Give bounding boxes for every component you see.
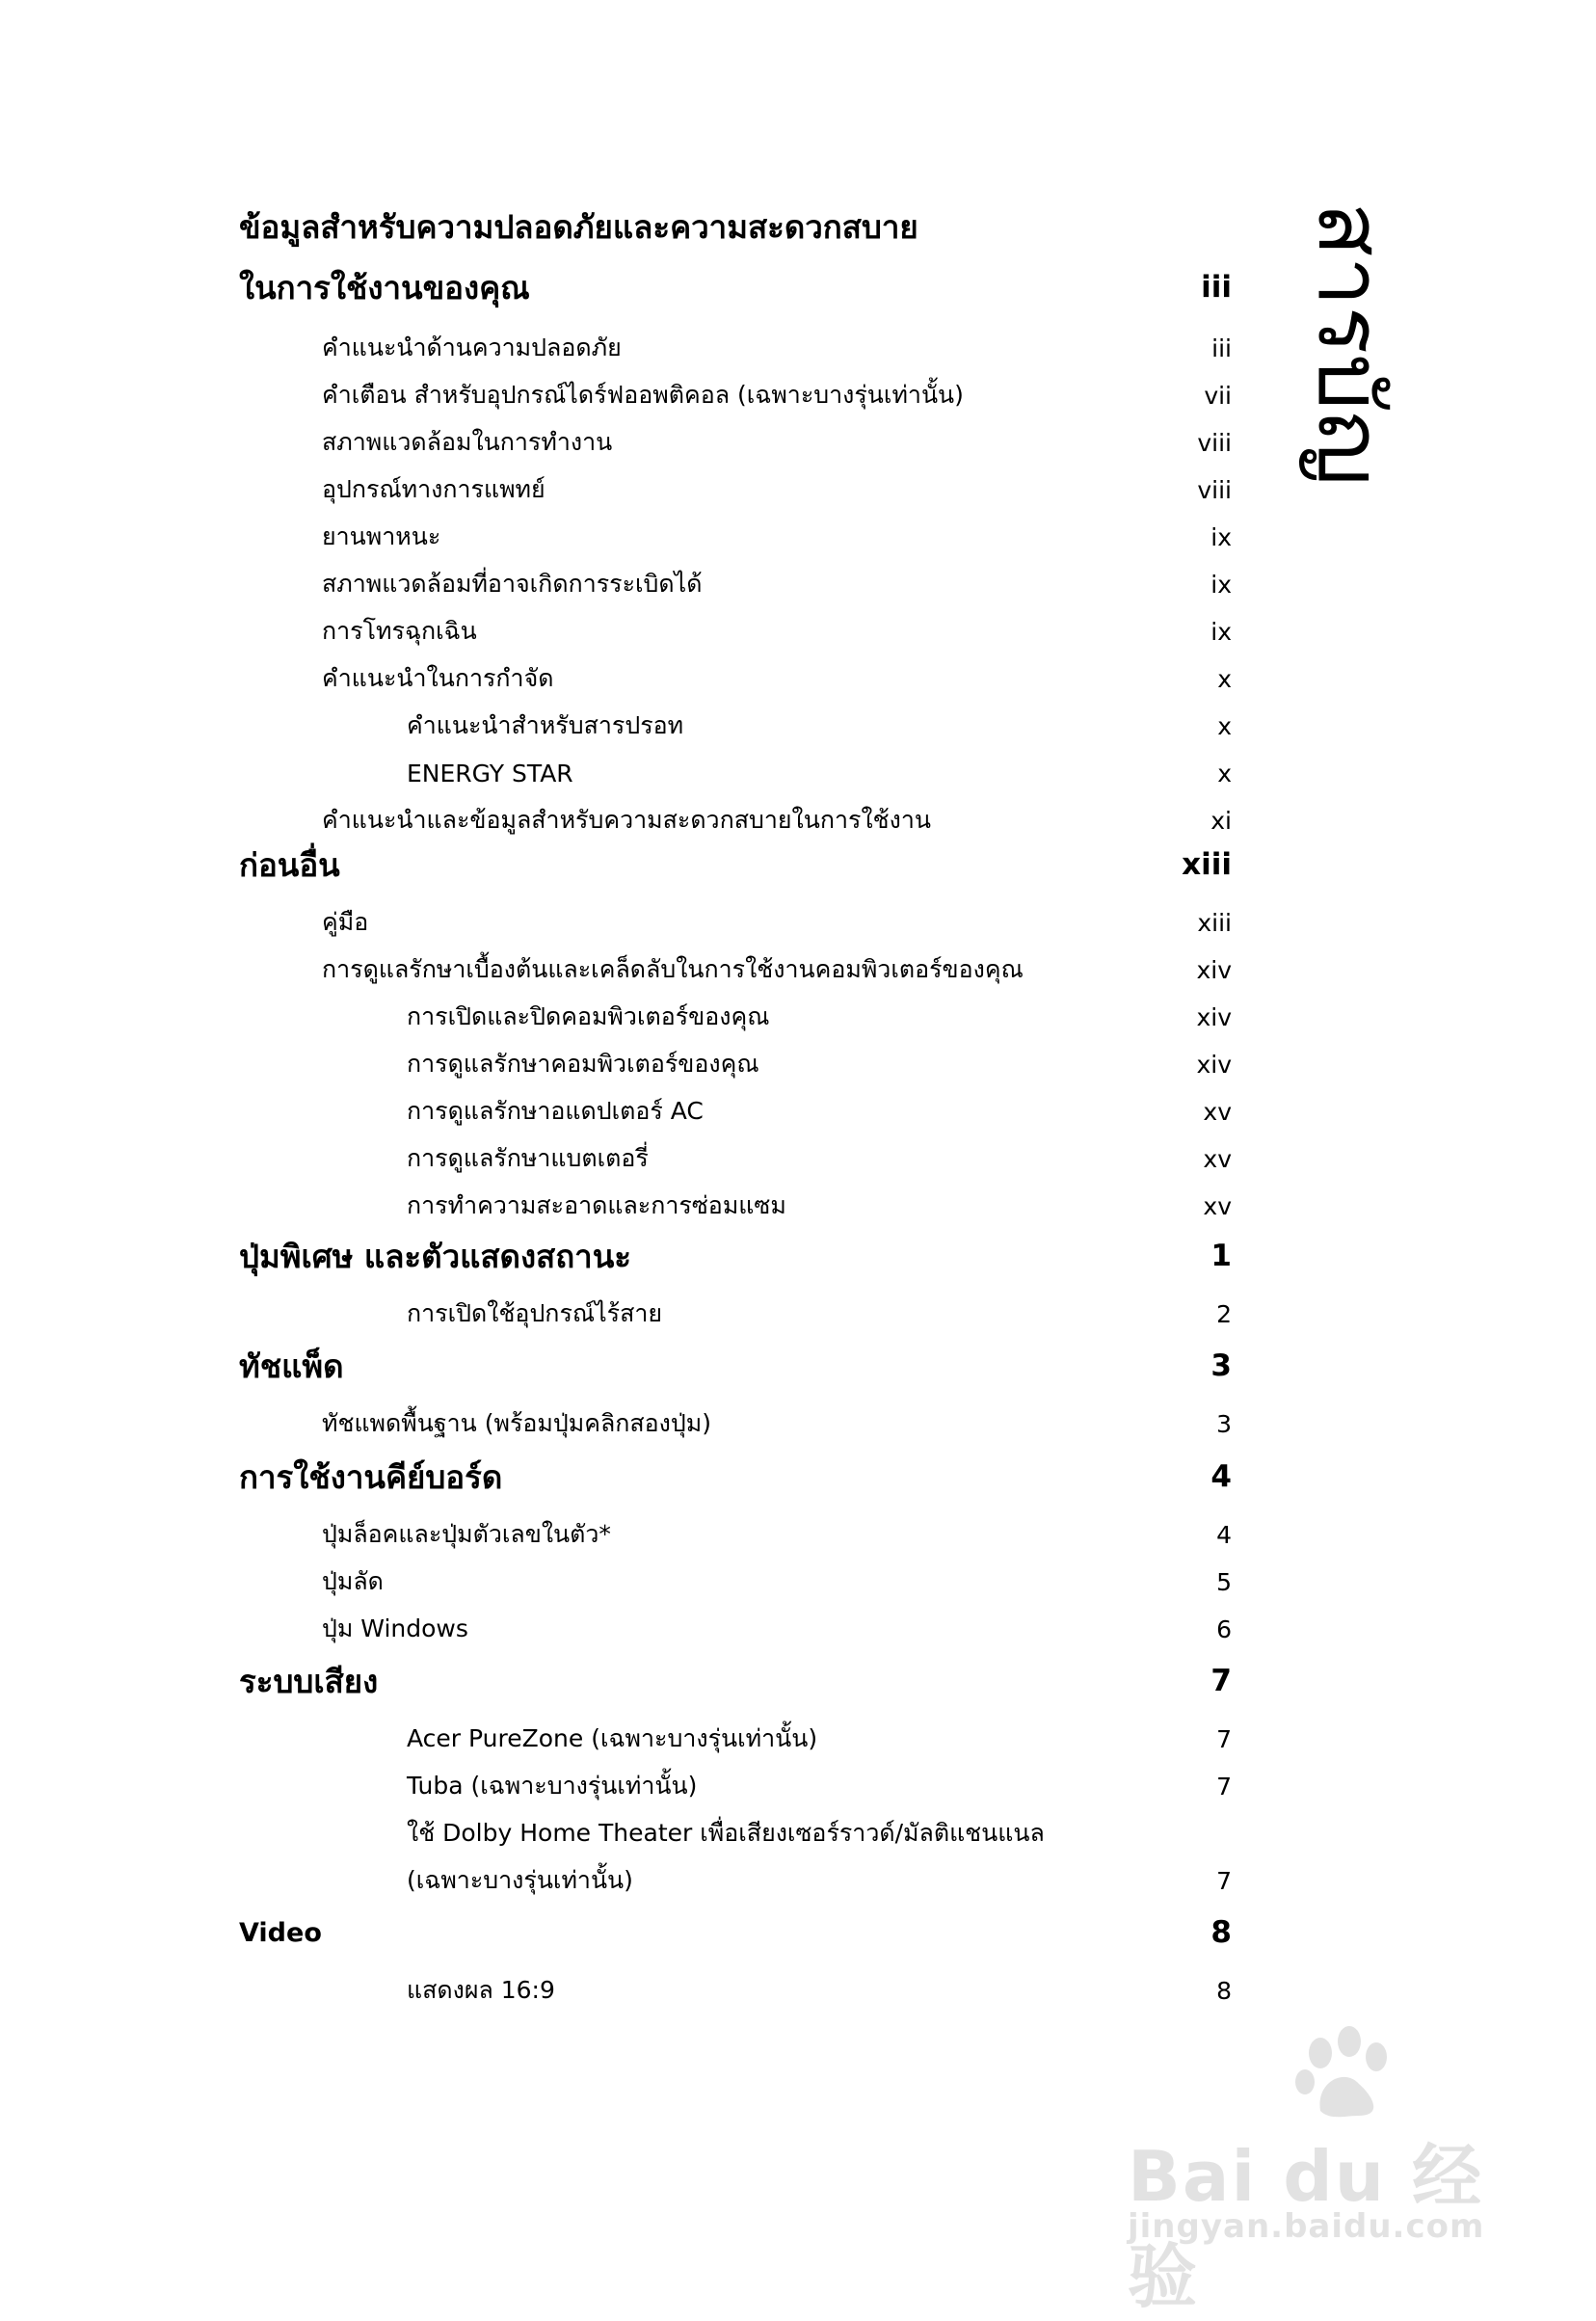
toc-entry-title: การดูแลรักษาอแดปเตอร์ AC	[407, 1097, 704, 1125]
toc-entry-page: viii	[1197, 428, 1232, 457]
watermark-url: jingyan.baidu.com	[1128, 2207, 1485, 2246]
toc-entry-page: 8	[1210, 1915, 1232, 1950]
toc-entry-title: ทัชแพดพื้นฐาน (พร้อมปุ่มคลิกสองปุ่ม)	[322, 1409, 711, 1437]
toc-entry-title: การดูแลรักษาเบื้องต้นและเคล็ดลับในการใช้งานคอมพิวเตอร์ของคุณ	[322, 955, 1024, 983]
toc-entry[interactable]	[239, 1513, 1232, 1556]
toc-entry[interactable]	[239, 1043, 1232, 1085]
toc-entry-title: คู่มือ	[322, 908, 369, 936]
watermark-brand: Bai du 经验	[1128, 2136, 1484, 2317]
section-title-vertical: สารบัญ	[1298, 202, 1401, 487]
toc-entry[interactable]	[239, 1235, 1232, 1277]
toc-entry-title: (เฉพาะบางรุ่นเท่านั้น)	[407, 1866, 633, 1894]
toc-entry-page: ix	[1210, 522, 1232, 551]
toc-entry-title: การดูแลรักษาแบตเตอรี่	[407, 1144, 649, 1172]
toc-entry-page: xiii	[1197, 908, 1232, 937]
toc-entry-page: xiv	[1196, 1050, 1232, 1079]
toc-entry-page: 3	[1216, 1409, 1232, 1438]
toc-entry-title: คำแนะนำสำหรับสารปรอท	[407, 711, 684, 739]
toc-entry-title: ยานพาหนะ	[322, 522, 441, 550]
toc-entry-title: Video	[239, 1917, 322, 1948]
toc-entry[interactable]	[239, 948, 1232, 991]
toc-entry-page: x	[1217, 759, 1232, 787]
toc-entry[interactable]	[239, 610, 1232, 653]
toc-entry-title: การโทรฉุกเฉิน	[322, 617, 477, 645]
toc-entry[interactable]	[239, 1660, 1232, 1702]
toc-entry[interactable]	[239, 1185, 1232, 1227]
toc-entry-title: ทัชแพ็ด	[239, 1347, 344, 1385]
toc-entry[interactable]	[239, 1293, 1232, 1335]
toc-entry-page: iii	[1211, 333, 1232, 362]
toc-entry-title: ปุ่มล็อคและปุ่มตัวเลขในตัว*	[322, 1520, 611, 1548]
toc-entry[interactable]	[239, 1812, 1232, 1854]
toc-entry-page: xv	[1203, 1191, 1232, 1220]
toc-entry-page: 4	[1210, 1459, 1232, 1494]
toc-entry[interactable]	[239, 1911, 1232, 1954]
toc-entry-title: ปุ่มลัด	[322, 1567, 384, 1595]
toc-entry[interactable]	[239, 996, 1232, 1038]
toc-entry-title: การดูแลรักษาคอมพิวเตอร์ของคุณ	[407, 1050, 759, 1078]
toc-entry-title: Acer PureZone (เฉพาะบางรุ่นเท่านั้น)	[407, 1724, 818, 1752]
toc-entry-page: xiv	[1196, 1002, 1232, 1031]
toc-entry-page: 6	[1216, 1614, 1232, 1643]
toc-entry-page: ix	[1210, 570, 1232, 599]
toc-entry-title: ปุ่มพิเศษ และตัวแสดงสถานะ	[239, 1237, 631, 1275]
toc-entry[interactable]	[239, 901, 1232, 944]
toc-entry[interactable]	[239, 374, 1232, 416]
toc-entry-page: 7	[1216, 1772, 1232, 1801]
toc-entry-page: vii	[1204, 381, 1232, 410]
toc-entry[interactable]	[239, 563, 1232, 605]
toc-entry-page: 5	[1216, 1567, 1232, 1596]
toc-entry-page: 3	[1210, 1348, 1232, 1383]
toc-entry-title: คำแนะนำด้านความปลอดภัย	[322, 333, 622, 361]
toc-entry-page: x	[1217, 664, 1232, 693]
toc-entry-page: x	[1217, 711, 1232, 740]
toc-entry[interactable]	[239, 1455, 1232, 1498]
toc-entry[interactable]	[239, 205, 1232, 248]
toc-entry-page: xiv	[1196, 955, 1232, 984]
toc-entry[interactable]	[239, 1561, 1232, 1603]
toc-entry-page: 8	[1216, 1976, 1232, 2005]
toc-entry[interactable]	[239, 1137, 1232, 1180]
toc-entry-page: xi	[1210, 806, 1232, 835]
toc-entry-title: แสดงผล 16:9	[407, 1976, 555, 2004]
toc-entry-page: ix	[1210, 617, 1232, 646]
toc-entry-title: ก่อนอื่น	[239, 845, 340, 884]
toc-entry-title: ปุ่ม Windows	[322, 1614, 468, 1642]
toc-entry[interactable]	[239, 1765, 1232, 1807]
toc-entry-title: Tuba (เฉพาะบางรุ่นเท่านั้น)	[407, 1772, 698, 1800]
toc-entry-page: 2	[1216, 1299, 1232, 1328]
toc-entry[interactable]	[239, 516, 1232, 558]
toc-entry[interactable]	[239, 1345, 1232, 1387]
toc-entry[interactable]	[239, 657, 1232, 700]
toc-entry[interactable]	[239, 1859, 1232, 1902]
baidu-watermark	[1108, 2024, 1513, 2317]
toc-entry-title: การทำความสะอาดและการซ่อมแซม	[407, 1191, 786, 1219]
toc-entry-title: ใช้ Dolby Home Theater เพื่อเสียงเซอร์ราวด์/มัลติแชนแนล	[407, 1819, 1045, 1847]
toc-entry-title: การเปิดใช้อุปกรณ์ไร้สาย	[407, 1299, 663, 1327]
toc-entry-title: ข้อมูลสำหรับความปลอดภัยและความสะดวกสบาย	[239, 207, 918, 246]
toc-entry[interactable]	[239, 843, 1232, 886]
toc-entry[interactable]	[239, 266, 1232, 308]
paw-icon	[1291, 2024, 1397, 2121]
toc-entry-page: 4	[1216, 1520, 1232, 1549]
toc-entry-page: 7	[1216, 1866, 1232, 1895]
toc-entry-title: สภาพแวดล้อมในการทำงาน	[322, 428, 613, 456]
toc-entry-title: ระบบเสียง	[239, 1662, 379, 1700]
toc-entry-page: xiii	[1182, 847, 1232, 882]
toc-entry-page: 1	[1210, 1239, 1232, 1273]
toc-entry-title: การเปิดและปิดคอมพิวเตอร์ของคุณ	[407, 1002, 770, 1030]
toc-entry-title: คำเตือน สำหรับอุปกรณ์ไดร์ฟออพติคอล (เฉพาะบางรุ่นเท่านั้น)	[322, 381, 964, 409]
toc-entry[interactable]	[239, 799, 1232, 841]
toc-entry-title: อุปกรณ์ทางการแพทย์	[322, 475, 545, 503]
toc-entry[interactable]	[239, 1969, 1232, 2012]
toc-entry-title: ENERGY STAR	[407, 759, 573, 787]
toc-entry[interactable]	[239, 327, 1232, 369]
toc-entry-title: ในการใช้งานของคุณ	[239, 268, 530, 307]
toc-entry[interactable]	[239, 752, 1232, 794]
toc-entry[interactable]	[239, 1608, 1232, 1650]
toc-entry[interactable]	[239, 705, 1232, 747]
toc-entry-page: 7	[1216, 1724, 1232, 1753]
toc-entry[interactable]	[239, 1090, 1232, 1133]
toc-entry-page: xv	[1203, 1097, 1232, 1126]
toc-entry-title: คำแนะนำและข้อมูลสำหรับความสะดวกสบายในการใช้งาน	[322, 806, 931, 834]
toc-entry-page: viii	[1197, 475, 1232, 504]
toc-entry[interactable]	[239, 1402, 1232, 1445]
toc-entry[interactable]	[239, 421, 1232, 464]
toc-entry-page: xv	[1203, 1144, 1232, 1173]
toc-entry[interactable]	[239, 468, 1232, 511]
toc-entry-page: 7	[1210, 1664, 1232, 1698]
toc-entry-title: การใช้งานคีย์บอร์ด	[239, 1457, 503, 1496]
toc-entry-title: คำแนะนำในการกำจัด	[322, 664, 554, 692]
toc-entry[interactable]	[239, 1718, 1232, 1760]
toc-entry-title: สภาพแวดล้อมที่อาจเกิดการระเบิดได้	[322, 570, 703, 598]
toc-entry-page: iii	[1201, 270, 1232, 305]
